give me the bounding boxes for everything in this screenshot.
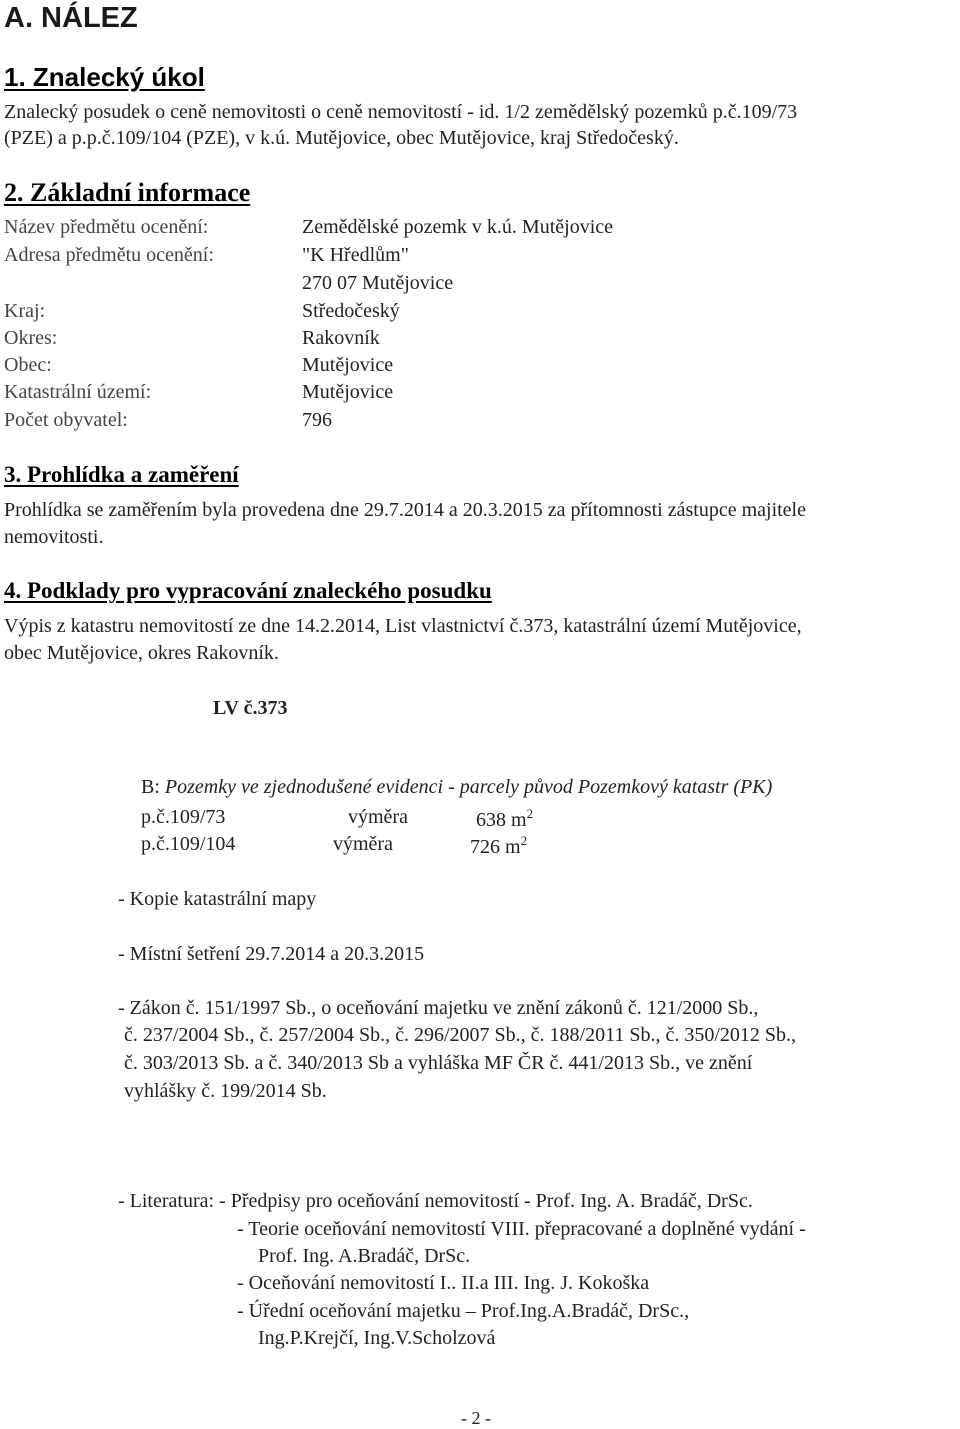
parcel-label: výměra xyxy=(333,833,393,855)
info-label: Počet obyvatel: xyxy=(4,409,128,431)
zakon-line: č. 237/2004 Sb., č. 257/2004 Sb., č. 296/2007 Sb., č. 188/2011 Sb., č. 350/2012 Sb., xyxy=(124,1024,797,1046)
parcel-id: p.č.109/104 xyxy=(141,833,236,855)
info-label: Obec: xyxy=(4,354,52,376)
literatura-line: - Teorie oceňování nemovitostí VIII. přepracované a doplněné vydání - xyxy=(237,1218,806,1240)
section-1-line: (PZE) a p.p.č.109/104 (PZE), v k.ú. Mutějovice, obec Mutějovice, kraj Středočeský. xyxy=(4,127,679,149)
section-3-title: 3. Prohlídka a zaměření xyxy=(4,462,239,487)
page-heading: A. NÁLEZ xyxy=(4,2,138,34)
section-1-line: Znalecký posudek o ceně nemovitosti o ceně nemovitostí - id. 1/2 zemědělský pozemků p.č.109/73 xyxy=(4,101,798,123)
section-1-title: 1. Znalecký úkol xyxy=(4,62,205,92)
zakon-line: vyhlášky č. 199/2014 Sb. xyxy=(124,1080,327,1102)
parcel-label: výměra xyxy=(348,806,408,828)
zakon-line: - Zákon č. 151/1997 Sb., o oceňování majetku ve znění zákonů č. 121/2000 Sb., xyxy=(118,997,759,1019)
info-label: Kraj: xyxy=(4,300,46,322)
info-label: Okres: xyxy=(4,327,58,349)
section-3-line: nemovitosti. xyxy=(4,526,104,548)
info-label: Adresa předmětu ocenění: xyxy=(4,244,214,266)
parcel-area-exp: 2 xyxy=(526,806,534,821)
b-description: Pozemky ve zjednodušené evidenci - parcely původ Pozemkový katastr (PK) xyxy=(164,776,773,798)
info-value: 796 xyxy=(302,409,332,431)
literatura-line: Ing.P.Krejčí, Ing.V.Scholzová xyxy=(258,1327,496,1349)
zakon-line: č. 303/2013 Sb. a č. 340/2013 Sb a vyhláška MF ČR č. 441/2013 Sb., ve znění xyxy=(124,1052,753,1074)
setreni-line: - Místní šetření 29.7.2014 a 20.3.2015 xyxy=(118,943,425,965)
section-4-line: Výpis z katastru nemovitostí ze dne 14.2.2014, List vlastnictví č.373, katastrální území Mutějovice, xyxy=(4,615,802,637)
info-value: "K Hředlům" xyxy=(302,244,409,266)
info-value: Zemědělské pozemk v k.ú. Mutějovice xyxy=(302,216,614,238)
info-value: Středočeský xyxy=(302,300,400,322)
page-number: - 2 - xyxy=(461,1408,491,1428)
literatura-line: - Literatura: - Předpisy pro oceňování nemovitostí - Prof. Ing. A. Bradáč, DrSc. xyxy=(118,1190,753,1212)
section-4-title: 4. Podklady pro vypracování znaleckého posudku xyxy=(4,578,492,603)
parcel-area-value: 726 m xyxy=(470,836,521,858)
b-line xyxy=(141,776,772,799)
kopie-line: - Kopie katastrální mapy xyxy=(118,888,317,910)
info-label: Katastrální území: xyxy=(4,381,152,403)
section-2-title: 2. Základní informace xyxy=(4,178,251,207)
parcel-id: p.č.109/73 xyxy=(141,806,226,828)
parcel-area-value: 638 m xyxy=(476,809,527,831)
parcel-area xyxy=(476,806,533,832)
literatura-line: - Úřední oceňování majetku – Prof.Ing.A.Bradáč, DrSc., xyxy=(237,1300,690,1322)
lv-number: LV č.373 xyxy=(213,697,288,719)
b-prefix: B: xyxy=(141,776,165,798)
literatura-line: Prof. Ing. A.Bradáč, DrSc. xyxy=(258,1245,471,1267)
literatura-line: - Oceňování nemovitostí I.. II.a III. Ing. J. Kokoška xyxy=(237,1272,650,1294)
info-value: Mutějovice xyxy=(302,381,394,403)
parcel-area-exp: 2 xyxy=(520,833,528,848)
parcel-area xyxy=(470,833,527,859)
info-value: 270 07 Mutějovice xyxy=(302,272,454,294)
info-label: Název předmětu ocenění: xyxy=(4,216,209,238)
info-value: Rakovník xyxy=(302,327,380,349)
info-value: Mutějovice xyxy=(302,354,394,376)
section-3-line: Prohlídka se zaměřením byla provedena dne 29.7.2014 a 20.3.2015 za přítomnosti zástupce majitele xyxy=(4,499,806,521)
section-4-line: obec Mutějovice, okres Rakovník. xyxy=(4,642,279,664)
